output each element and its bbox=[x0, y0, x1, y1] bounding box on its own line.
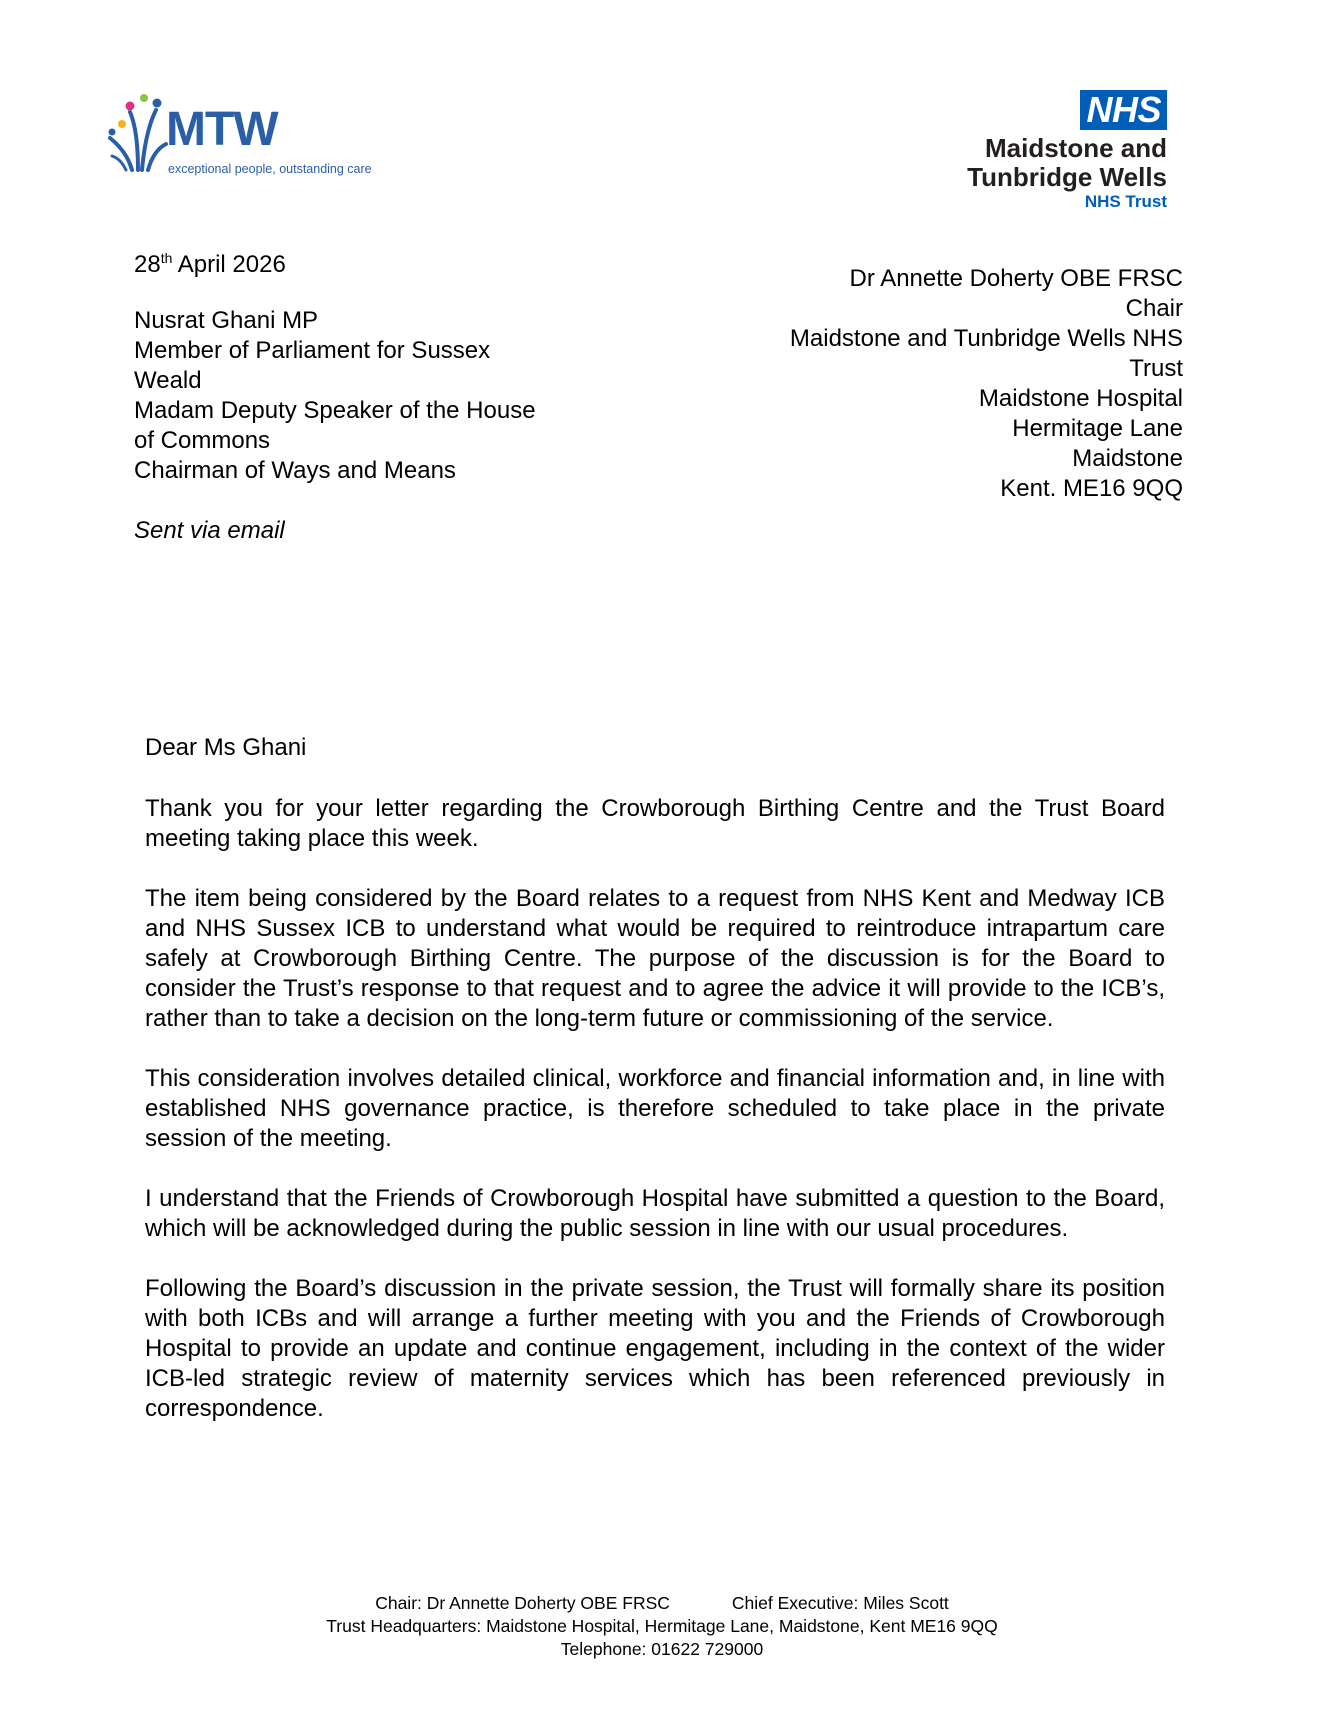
nhs-badge: NHS bbox=[1080, 90, 1167, 130]
body-paragraph: This consideration involves detailed clinical, workforce and financial information and, in line with established NHS governance practice, is therefore scheduled to take place in the private session of the meeting. bbox=[145, 1065, 1165, 1152]
sender-line: Hermitage Lane bbox=[1012, 415, 1183, 442]
footer-officers bbox=[0, 1592, 1324, 1615]
salutation: Dear Ms Ghani bbox=[145, 734, 307, 761]
sender-line: Trust bbox=[1129, 355, 1183, 382]
letter-date bbox=[134, 250, 286, 280]
footer-chair: Chair: Dr Annette Doherty OBE FRSC bbox=[375, 1593, 670, 1613]
recipient-line: Weald bbox=[134, 367, 202, 394]
sender-line: Maidstone and Tunbridge Wells NHS bbox=[789, 325, 1183, 352]
recipient-line: Chairman of Ways and Means bbox=[134, 457, 456, 484]
date-month-year: April 2026 bbox=[172, 251, 286, 278]
sender-line: Maidstone bbox=[1072, 445, 1183, 472]
body-paragraph: Thank you for your letter regarding the Crowborough Birthing Centre and the Trust Board meeting taking place this week. bbox=[145, 795, 1165, 852]
recipient-address bbox=[134, 306, 594, 486]
body-paragraph: I understand that the Friends of Crowborough Hospital have submitted a question to the Board, which will be acknowledged during the public session in line with our usual procedures. bbox=[145, 1185, 1165, 1242]
date-day: 28 bbox=[134, 251, 161, 278]
letter-body bbox=[145, 733, 1165, 1454]
letter-footer bbox=[0, 1592, 1324, 1661]
footer-headquarters: Trust Headquarters: Maidstone Hospital, Hermitage Lane, Maidstone, Kent ME16 9QQ bbox=[326, 1616, 998, 1636]
mtw-figures-icon bbox=[108, 86, 168, 172]
recipient-line: Madam Deputy Speaker of the House bbox=[134, 397, 536, 424]
nhs-logo bbox=[967, 90, 1167, 212]
nhs-org-line1: Maidstone and bbox=[984, 133, 1167, 163]
sender-line: Maidstone Hospital bbox=[978, 385, 1183, 412]
sender-line: Kent. ME16 9QQ bbox=[1000, 475, 1183, 502]
recipient-line: of Commons bbox=[134, 427, 271, 454]
body-paragraph: The item being considered by the Board relates to a request from NHS Kent and Medway ICB and NHS Sussex ICB to understand what would be required to reintroduce intrapartum care safely at Crowborough Birthing Centre. The purpose of the discussion is for the Board to consider the Trust’s response to that request and to agree the advice it will provide to the ICB’s, rather than to take a decision on the long-term future or commissioning of the service. bbox=[145, 885, 1165, 1032]
mtw-tagline: exceptional people, outstanding care bbox=[168, 162, 372, 176]
recipient-line: Member of Parliament for Sussex bbox=[134, 337, 491, 364]
mtw-logo bbox=[108, 86, 388, 186]
mtw-wordmark: MTW bbox=[166, 103, 278, 156]
body-paragraph: Following the Board’s discussion in the private session, the Trust will formally share its position with both ICBs and will arrange a further meeting with you and the Friends of Crowborough Hospital to provide an update and continue engagement, including in the context of the wider ICB-led strategic review of maternity services which has been referenced previously in correspondence. bbox=[145, 1275, 1165, 1422]
nhs-org-line2: Tunbridge Wells bbox=[967, 162, 1167, 192]
sent-via-note: Sent via email bbox=[134, 517, 285, 544]
sender-line: Dr Annette Doherty OBE FRSC bbox=[849, 265, 1183, 292]
sender-line: Chair bbox=[1125, 295, 1183, 322]
footer-telephone: Telephone: 01622 729000 bbox=[560, 1639, 764, 1659]
date-suffix: th bbox=[160, 250, 173, 266]
recipient-line: Nusrat Ghani MP bbox=[134, 307, 319, 334]
footer-chief-executive: Chief Executive: Miles Scott bbox=[731, 1593, 949, 1613]
sender-address bbox=[723, 264, 1183, 504]
nhs-trust-label: NHS Trust bbox=[1084, 192, 1167, 211]
